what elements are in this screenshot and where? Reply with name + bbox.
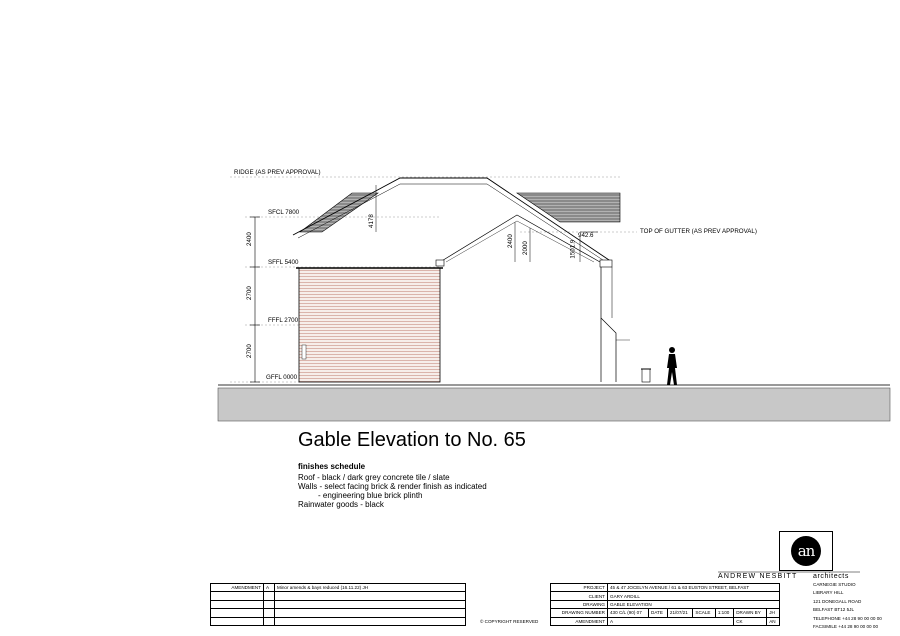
firm-address: [813, 581, 882, 631]
dim-2400-left: 2400: [245, 232, 253, 246]
tb-date-label: DATE: [649, 609, 668, 617]
finishes-heading: finishes schedule: [298, 462, 366, 471]
firm-address-line: BELFAST BT12 5JL: [813, 607, 855, 613]
amendment-label: AMENDMENT: [211, 584, 264, 592]
level-label-sffl: SFFL 5400: [268, 259, 299, 266]
tb-scale-label: SCALE: [693, 609, 715, 617]
tb-date: 21/07/21: [667, 609, 693, 617]
bin: [642, 369, 650, 382]
tb-drawing: GABLE ELEVATION: [608, 600, 780, 608]
dim-4178: 4178: [367, 214, 375, 228]
tb-project-label: PROJECT: [551, 584, 608, 592]
firm-address-line: LIBRARY HILL: [813, 590, 844, 596]
dim-1501: 1501.9: [569, 239, 577, 259]
tb-client-label: CLIENT: [551, 592, 608, 600]
finishes-plinth: - engineering blue brick plinth: [318, 491, 423, 500]
tb-ck-label: CK: [734, 617, 767, 625]
firm-logo-mark: an: [791, 536, 821, 566]
level-label-fffl: FFFL 2700: [268, 317, 299, 324]
level-label-gutter: TOP OF GUTTER (AS PREV APPROVAL): [640, 228, 757, 235]
ground-strip: [218, 388, 890, 421]
tb-project: 45 & 47 JOCELYN AVENUE / 61 & 63 EUSTON STREET, BELFAST: [608, 584, 780, 592]
level-label-ridge: RIDGE (AS PREV APPROVAL): [234, 169, 321, 176]
tb-amend: A: [608, 617, 734, 625]
tb-amend-label: AMENDMENT: [551, 617, 608, 625]
copyright-note: © COPYRIGHT RESERVED: [480, 619, 539, 624]
dim-2700-lower: 2700: [245, 344, 253, 358]
tb-scale: 1:100: [715, 609, 733, 617]
finishes-walls: Walls - select facing brick & render finish as indicated: [298, 482, 487, 491]
firm-facsimile: FACSIMILE +44 28 90 00 00 00: [813, 624, 878, 630]
tb-drawn: JH: [767, 609, 780, 617]
firm-logo: [779, 531, 833, 571]
finishes-roof: Roof - black / dark grey concrete tile / slate: [298, 473, 450, 482]
tb-drawn-label: DRAWN BY: [734, 609, 767, 617]
tb-drawing-label: DRAWING: [551, 600, 608, 608]
tb-number: 430 C/L (90) 07: [608, 609, 649, 617]
level-label-sfcl: SFCL 7800: [268, 209, 300, 216]
roof-slope-left: [300, 193, 378, 232]
firm-suffix: architects: [813, 573, 849, 580]
amendment-text: Minor amends & bays reduced (16.11.22) JH: [275, 584, 466, 592]
dim-2700-upper: 2700: [245, 286, 253, 300]
firm-address-line: 121 DONEGALL ROAD: [813, 598, 862, 604]
dim-942: 942.6: [578, 232, 594, 239]
amendment-letter: A: [264, 584, 275, 592]
firm-telephone: TELEPHONE +44 28 90 00 00 00: [813, 615, 882, 621]
dim-2400-mid: 2400: [506, 234, 514, 248]
level-label-gffl: GFFL 0000: [266, 374, 298, 381]
finishes-rainwater: Rainwater goods - black: [298, 500, 384, 509]
firm-address-line: CARNEGIE STUDIO: [813, 582, 856, 587]
person-silhouette: [667, 347, 677, 385]
brick-wall: [299, 268, 440, 382]
drawing-title: Gable Elevation to No. 65: [298, 429, 526, 451]
firm-name: ANDREW NESBITT: [718, 573, 798, 580]
tb-client: GARY ARDILL: [608, 592, 780, 600]
title-block: [550, 583, 780, 626]
tb-number-label: DRAWING NUMBER: [551, 609, 608, 617]
roof-slope-right: [517, 193, 620, 222]
tb-ck: AN: [767, 617, 780, 625]
amendment-table: [210, 583, 466, 626]
dim-2000: 2000: [521, 241, 529, 255]
rear-wall-step: [601, 318, 616, 382]
